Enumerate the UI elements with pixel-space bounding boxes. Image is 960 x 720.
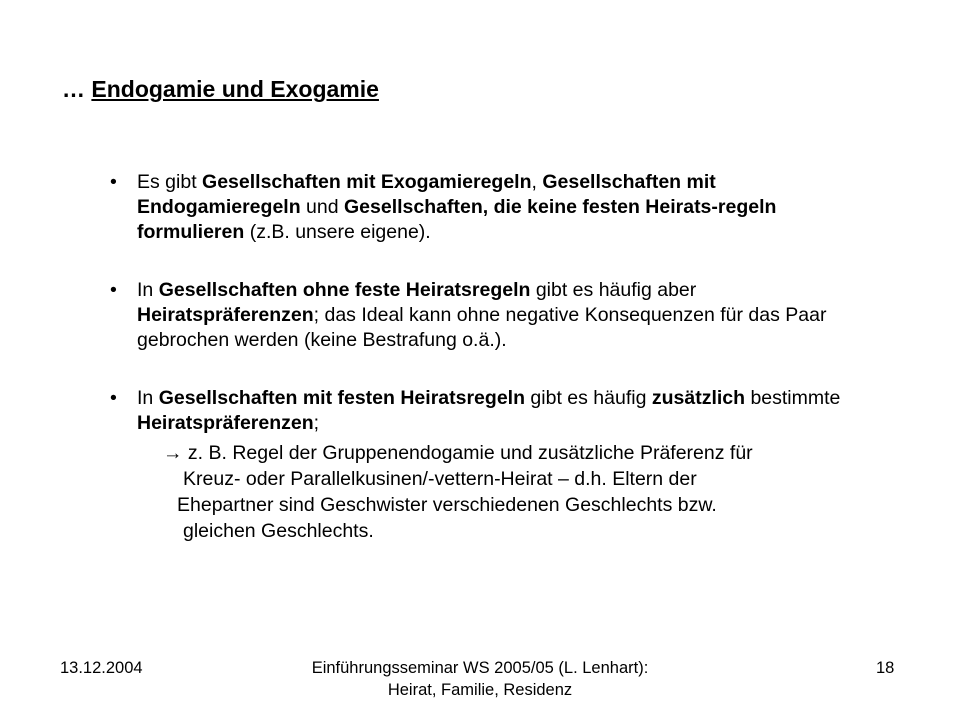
bullet-list [110, 170, 870, 544]
bullet-bold-text: Heiratspräferenzen [137, 412, 314, 434]
example-line [163, 440, 883, 466]
title-prefix: … [62, 76, 92, 102]
bullet-symbol: • [110, 279, 117, 301]
footer-center [260, 657, 700, 701]
bullet-text: , [531, 171, 543, 193]
title-text: Endogamie und Exogamie [91, 76, 379, 102]
bullet-text: ; das Ideal kann ohne negative Konsequenzen für das Paar gebrochen werden (keine Bestrafung o.ä.). [137, 304, 827, 351]
bullet-text: Es gibt [137, 171, 203, 193]
bullet-item [110, 386, 870, 436]
bullet-bold-text: Gesellschaften, die keine festen Heirats-regeln formulieren [137, 196, 777, 243]
bullet-text: In [137, 387, 159, 409]
footer-date: 13.12.2004 [60, 659, 143, 677]
bullet-bold-text: Gesellschaften ohne feste Heiratsregeln [158, 279, 531, 301]
bullet-bold-text: Gesellschaften mit Exogamieregeln [202, 171, 532, 193]
footer-page-number: 18 [876, 659, 895, 677]
bullet-text: ; [313, 412, 320, 434]
bullet-text: und [300, 196, 344, 218]
bullet-bold-text: zusätzlich [651, 387, 746, 409]
bullet-text: gibt es häufig aber [530, 279, 697, 301]
bullet-item [110, 170, 870, 245]
bullet-bold-text: Heiratspräferenzen [137, 304, 314, 326]
example-note [163, 440, 883, 544]
arrow-right-icon: → [163, 442, 183, 464]
bullet-text: bestimmte [745, 387, 841, 409]
footer-topic: Heirat, Familie, Residenz [387, 681, 573, 699]
bullet-text: (z.B. unsere eigene). [244, 221, 431, 243]
bullet-item [110, 278, 870, 353]
bullet-bold-text: Gesellschaften mit Endogamieregeln [137, 171, 716, 218]
bullet-bold-text: Gesellschaften mit festen Heiratsregeln [158, 387, 525, 409]
bullet-text: gibt es häufig [525, 387, 652, 409]
bullet-symbol: • [110, 387, 117, 409]
example-line: Ehepartner sind Geschwister verschiedenen Geschlechts bzw. [177, 494, 717, 516]
example-line: Kreuz- oder Parallelkusinen/-vettern-Heirat – d.h. Eltern der [183, 468, 697, 490]
example-line: gleichen Geschlechts. [183, 520, 374, 542]
footer-course: Einführungsseminar WS 2005/05 (L. Lenhart): [311, 659, 649, 677]
bullet-text: In [137, 279, 159, 301]
slide-title [62, 76, 379, 103]
bullet-symbol: • [110, 171, 117, 193]
example-text: z. B. Regel der Gruppenendogamie und zusätzliche Präferenz für [182, 442, 753, 464]
